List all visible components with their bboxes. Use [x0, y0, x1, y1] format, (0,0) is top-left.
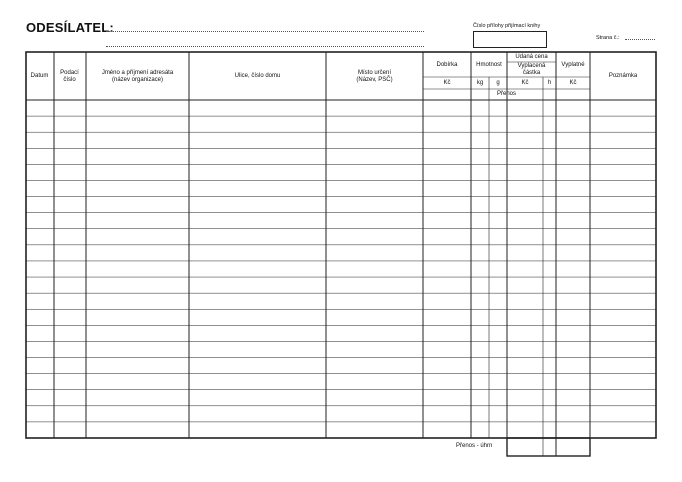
unit-g: g: [496, 79, 500, 86]
book-number-label: Číslo přílohy přijímací knihy: [473, 23, 541, 29]
col-header-vyplacena-castka: Vyplacená částka: [517, 62, 546, 76]
unit-kg: kg: [476, 79, 484, 86]
unit-udana-kc: Kč: [521, 79, 529, 86]
col-header-ulice: Ulice, číslo domu: [234, 73, 281, 79]
col-header-hmotnost: Hmotnost: [476, 61, 502, 68]
col-header-vyplatne: Vyplatné: [561, 61, 585, 68]
prenos-label: Přenos: [496, 91, 516, 97]
unit-vyplatne-kc: Kč: [569, 79, 577, 86]
col-header-podaci-cislo: Podací číslo: [60, 69, 79, 83]
col-header-datum: Datum: [30, 73, 49, 79]
col-header-misto: Místo určení (Název, PSČ): [356, 69, 393, 83]
unit-h: h: [547, 79, 552, 86]
prenos-uhrn-label: Přenos - úhrn: [456, 443, 493, 449]
page-number-label: Strana č.:: [596, 35, 620, 41]
col-header-udana-cena: Udaná cena: [515, 54, 548, 60]
unit-dobirka-kc: Kč: [443, 79, 451, 86]
sender-title: ODESÍLATEL:: [26, 20, 114, 35]
col-header-poznamka: Poznámka: [608, 73, 638, 79]
col-header-jmeno: Jméno a příjmení adresáta (název organizace): [101, 69, 174, 83]
footer-sum-box: [507, 438, 590, 456]
col-header-dobirka: Dobírka: [436, 61, 458, 68]
